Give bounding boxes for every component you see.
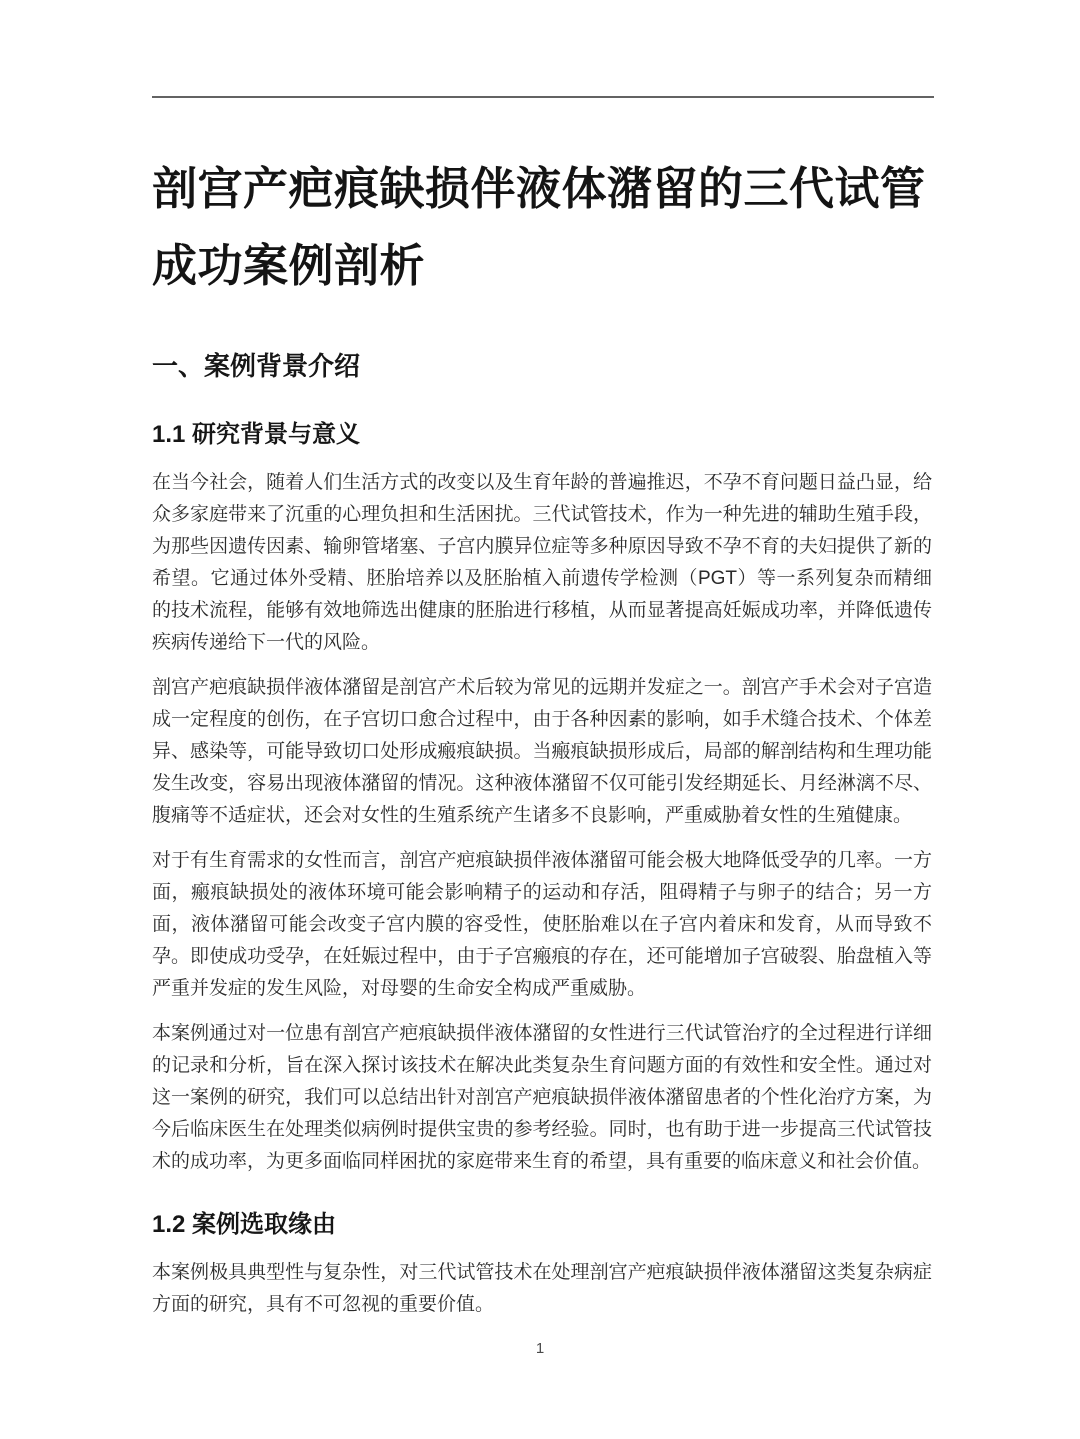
section-heading-1: 一、案例背景介绍 (152, 351, 361, 381)
page-number: 1 (535, 1340, 545, 1357)
paragraph: 在当今社会，随着人们生活方式的改变以及生育年龄的普遍推迟，不孕不育问题日益凸显，给众多家庭带来了沉重的心理负担和生活困扰。三代试管技术，作为一种先进的辅助生殖手段，为那些因遗传因素、输卵管堵塞、子宫内膜异位症等多种原因导致不孕不育的夫妇提供了新的希望。它通过体外受精、胚胎培养以及胚胎植入前遗传学检测（PGT）等一系列复杂而精细的技术流程，能够有效地筛选出健康的胚胎进行移植，从而显著提高妊娠成功率，并降低遗传疾病传递给下一代的风险。 (152, 472, 932, 653)
document-content (152, 96, 932, 1321)
paragraph: 本案例通过对一位患有剖宫产疤痕缺损伴液体潴留的女性进行三代试管治疗的全过程进行详细的记录和分析，旨在深入探讨该技术在解决此类复杂生育问题方面的有效性和安全性。通过对这一案例的研究，我们可以总结出针对剖宫产疤痕缺损伴液体潴留患者的个性化治疗方案，为今后临床医生在处理类似病例时提供宝贵的参考经验。同时，也有助于进一步提高三代试管技术的成功率，为更多面临同样困扰的家庭带来生育的希望，具有重要的临床意义和社会价值。 (152, 1023, 932, 1172)
subsection-heading-1-1: 1.1 研究背景与意义 (152, 421, 361, 448)
paragraph: 对于有生育需求的女性而言，剖宫产疤痕缺损伴液体潴留可能会极大地降低受孕的几率。一方面，瘢痕缺损处的液体环境可能会影响精子的运动和存活，阻碍精子与卵子的结合；另一方面，液体潴留可能会改变子宫内膜的容受性，使胚胎难以在子宫内着床和发育，从而导致不孕。即使成功受孕，在妊娠过程中，由于子宫瘢痕的存在，还可能增加子宫破裂、胎盘植入等严重并发症的发生风险，对母婴的生命安全构成严重威胁。 (152, 850, 932, 999)
top-rule (152, 96, 934, 98)
paragraph: 本案例极具典型性与复杂性，对三代试管技术在处理剖宫产疤痕缺损伴液体潴留这类复杂病症方面的研究，具有不可忽视的重要价值。 (152, 1262, 932, 1315)
paragraph: 剖宫产疤痕缺损伴液体潴留是剖宫产术后较为常见的远期并发症之一。剖宫产手术会对子宫造成一定程度的创伤，在子宫切口愈合过程中，由于各种因素的影响，如手术缝合技术、个体差异、感染等，可能导致切口处形成瘢痕缺损。当瘢痕缺损形成后，局部的解剖结构和生理功能发生改变，容易出现液体潴留的情况。这种液体潴留不仅可能引发经期延长、月经淋漓不尽、腹痛等不适症状，还会对女性的生殖系统产生诸多不良影响，严重威胁着女性的生殖健康。 (152, 677, 932, 826)
subsection-heading-1-2: 1.2 案例选取缘由 (152, 1211, 337, 1238)
document-title: 剖宫产疤痕缺损伴液体潴留的三代试管成功案例剖析 (152, 163, 926, 291)
